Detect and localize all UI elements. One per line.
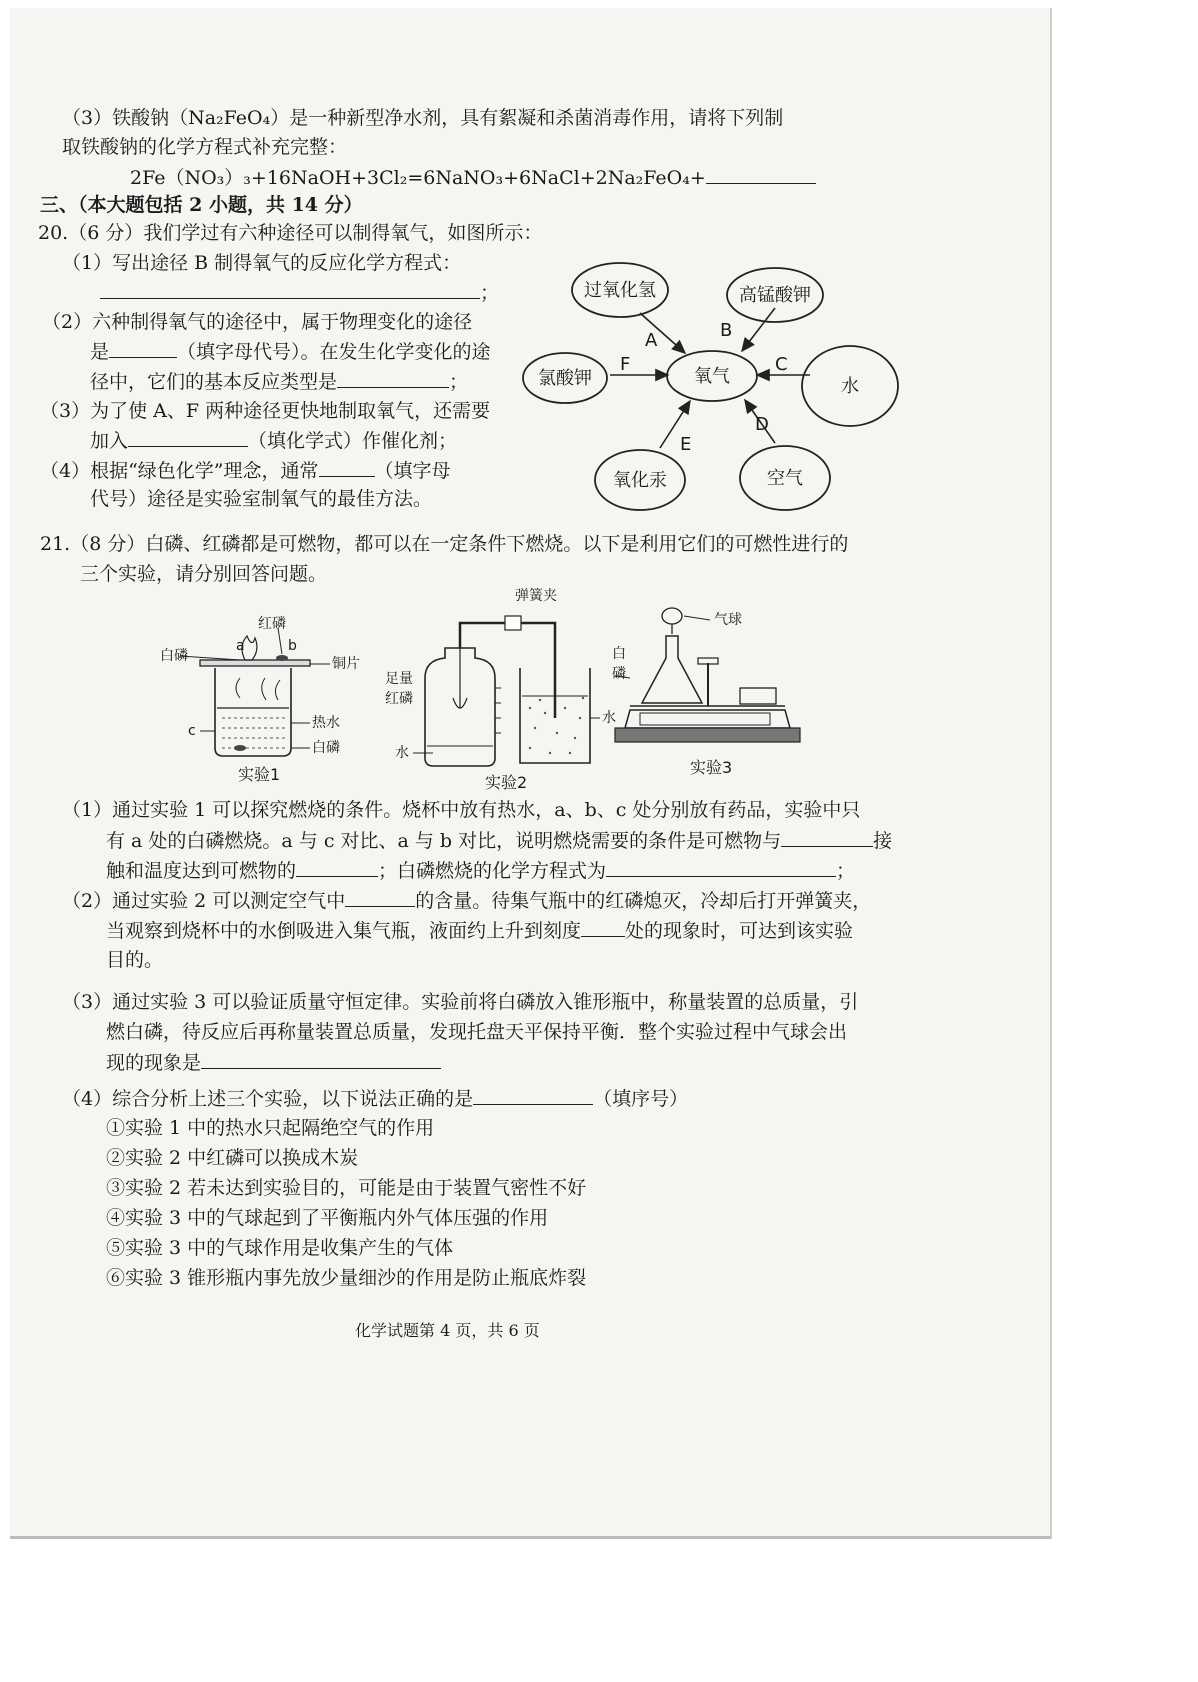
q20-part2c (90, 369, 468, 394)
exp3-label-phosphorus: 磷 (612, 666, 626, 682)
water-label: 水 (841, 376, 859, 397)
q21-part3c-blank (201, 1050, 441, 1069)
exp1-label-c: c (188, 723, 196, 739)
letter-b: B (720, 320, 733, 341)
q21-option-3: ③实验 2 若未达到实验目的，可能是由于装置气密性不好 (106, 1177, 587, 1199)
q21-part1b-blank (781, 828, 873, 847)
exp2-caption: 实验2 (485, 773, 528, 792)
letter-c: C (775, 354, 788, 375)
exp1-label-white-phosphorus-a: 白磷 (160, 648, 188, 664)
q21-option-4: ④实验 3 中的气球起到了平衡瓶内外气体压强的作用 (106, 1207, 549, 1229)
q20-part2a: （2）六种制得氧气的途径中，属于物理变化的途径 (42, 311, 473, 333)
exp1-label-hot-water: 热水 (312, 715, 340, 731)
q20-part2b-pre: 是 (90, 341, 110, 363)
q21-part2a (62, 888, 871, 913)
letter-f: F (620, 354, 631, 375)
exp2-label-clip: 弹簧夹 (515, 588, 557, 604)
q20-part4a-blank (319, 458, 375, 477)
q20-part1-answer (100, 280, 499, 305)
q21-part3b: 燃白磷，待反应后再称量装置总质量，发现托盘天平保持平衡．整个实验过程中气球会出 (106, 1021, 848, 1043)
equation-text: 2Fe（NO₃）₃+16NaOH+3Cl₂=6NaNO₃+6NaCl+2Na₂FeO₄+ (130, 167, 706, 189)
q20-part2c-blank (337, 369, 449, 388)
q21-part1c-blank1 (296, 858, 378, 877)
q21-part4-blank (473, 1086, 593, 1105)
exp2-label-red-phosphorus: 红磷 (385, 691, 413, 707)
q20-part3b-pre: 加入 (90, 430, 129, 452)
q21-part3a: （3）通过实验 3 可以验证质量守恒定律。实验前将白磷放入锥形瓶中，称量装置的总质量，引 (62, 991, 859, 1013)
q21-stem2: 三个实验，请分别回答问题。 (80, 563, 328, 585)
q21-part2b (106, 918, 853, 943)
exp3-label-white: 白 (612, 646, 626, 662)
q21-option-6: ⑥实验 3 锥形瓶内事先放少量细沙的作用是防止瓶底炸裂 (106, 1267, 587, 1289)
q20-part4b: 代号）途径是实验室制氧气的最佳方法。 (90, 488, 433, 510)
q20-part2b-blank (109, 339, 177, 358)
q21-part2c: 目的。 (106, 949, 164, 971)
q19-3-line1: （3）铁酸钠（Na₂FeO₄）是一种新型净水剂，具有絮凝和杀菌消毒作用，请将下列制 (62, 107, 784, 129)
exp1-label-white-phosphorus-c: 白磷 (312, 740, 340, 756)
q21-part4 (62, 1086, 688, 1111)
exp1-label-copper: 铜片 (332, 656, 360, 672)
q21-part1c (106, 858, 855, 883)
q21-part4-pre: （4）综合分析上述三个实验，以下说法正确的是 (62, 1088, 474, 1110)
q19-3-line2: 取铁酸钠的化学方程式补充完整： (62, 136, 348, 158)
q21-part2b-post: 处的现象时，可达到该实验 (625, 920, 854, 942)
potassium-permanganate-label: 高锰酸钾 (739, 285, 811, 306)
equation-blank (706, 165, 816, 184)
exp1-label-b: b (288, 638, 297, 654)
letter-a: A (645, 330, 658, 351)
q21-part1b (106, 828, 892, 853)
q20-part1-end: ； (480, 282, 500, 304)
q20-part3b-blank (128, 428, 248, 447)
exam-page (10, 8, 1052, 1539)
exp1-caption: 实验1 (238, 765, 281, 784)
q21-part1c-pre: 触和温度达到可燃物的 (106, 860, 297, 882)
section-3-title: 三、（本大题包括 2 小题，共 14 分） (40, 194, 363, 216)
q21-part4-post: （填序号） (593, 1088, 689, 1110)
exp2-label-water-jar: 水 (395, 745, 409, 761)
arrow-b (742, 308, 775, 351)
q21-part2b-blank (581, 918, 625, 937)
potassium-chlorate-label: 氯酸钾 (538, 368, 592, 389)
q21-part2b-pre: 当观察到烧杯中的水倒吸进入集气瓶，液面约上升到刻度 (106, 920, 582, 942)
q21-stem1: 21.（8 分）白磷、红磷都是可燃物，都可以在一定条件下燃烧。以下是利用它们的可燃性进行的 (40, 533, 849, 555)
oxygen-label: 氧气 (694, 366, 730, 387)
exp2-label-sufficient: 足量 (385, 671, 413, 687)
q20-part4a-pre: （4）根据“绿色化学”理念，通常 (40, 460, 319, 482)
q21-option-2: ②实验 2 中红磷可以换成木炭 (106, 1147, 359, 1169)
exp1-label-a: a (236, 638, 245, 654)
q21-part2a-pre: （2）通过实验 2 可以测定空气中 (62, 890, 346, 912)
air-label: 空气 (767, 468, 803, 489)
q20-part3a: （3）为了使 A、F 两种途径更快地制取氧气，还需要 (40, 400, 491, 422)
exp1-label-red-phosphorus: 红磷 (258, 616, 286, 632)
q21-part2a-post: 的含量。待集气瓶中的红磷熄灭，冷却后打开弹簧夹， (415, 890, 872, 912)
q21-option-5: ⑤实验 3 中的气球作用是收集产生的气体 (106, 1237, 454, 1259)
q20-part2c-pre: 径中，它们的基本反应类型是 (90, 371, 338, 393)
q20-stem: 20.（6 分）我们学过有六种途径可以制得氧气，如图所示： (38, 222, 543, 244)
q21-part3c-pre: 现的现象是 (106, 1052, 202, 1074)
q19-3-equation (130, 165, 816, 190)
q20-part1-blank (100, 280, 480, 299)
q20-part2b (90, 339, 491, 364)
letter-e: E (680, 434, 692, 455)
exp2-label-water-beaker: 水 (602, 710, 616, 726)
q21-option-1: ①实验 1 中的热水只起隔绝空气的作用 (106, 1117, 435, 1139)
q20-part1: （1）写出途径 B 制得氧气的反应化学方程式： (62, 252, 462, 274)
q20-part2b-post: （填字母代号）。在发生化学变化的途 (177, 341, 491, 363)
page-footer: 化学试题第 4 页，共 6 页 (355, 1321, 540, 1340)
q21-part2a-blank (345, 888, 415, 907)
q21-part1c-blank2 (606, 858, 836, 877)
experiment-3-figure (610, 598, 810, 803)
experiment-1-figure (160, 608, 370, 788)
q21-part1a: （1）通过实验 1 可以探究燃烧的条件。烧杯中放有热水，a、b、c 处分别放有药品，实验中只 (62, 799, 861, 821)
q20-part4a (40, 458, 451, 483)
exp3-caption: 实验3 (690, 758, 733, 777)
q20-part2c-end: ； (449, 371, 469, 393)
q21-part1c-end: ； (836, 860, 856, 882)
exp3-label-balloon: 气球 (714, 612, 742, 628)
letter-d: D (755, 414, 769, 435)
mercury-oxide-label: 氧化汞 (613, 470, 667, 491)
q21-part1b-post: 接 (873, 830, 893, 852)
q20-part3b (90, 428, 457, 453)
q20-part4a-post: （填字母 (374, 460, 451, 482)
oxygen-routes-diagram (520, 258, 920, 518)
q20-part3b-post: （填化学式）作催化剂； (248, 430, 458, 452)
q21-part1b-pre: 有 a 处的白磷燃烧。a 与 c 对比、a 与 b 对比，说明燃烧需要的条件是可燃物与 (106, 830, 782, 852)
experiment-2-figure (385, 578, 645, 793)
q21-part1c-mid: ；白磷燃烧的化学方程式为 (378, 860, 607, 882)
q21-part3c (106, 1050, 441, 1075)
hydrogen-peroxide-label: 过氧化氢 (584, 280, 656, 301)
